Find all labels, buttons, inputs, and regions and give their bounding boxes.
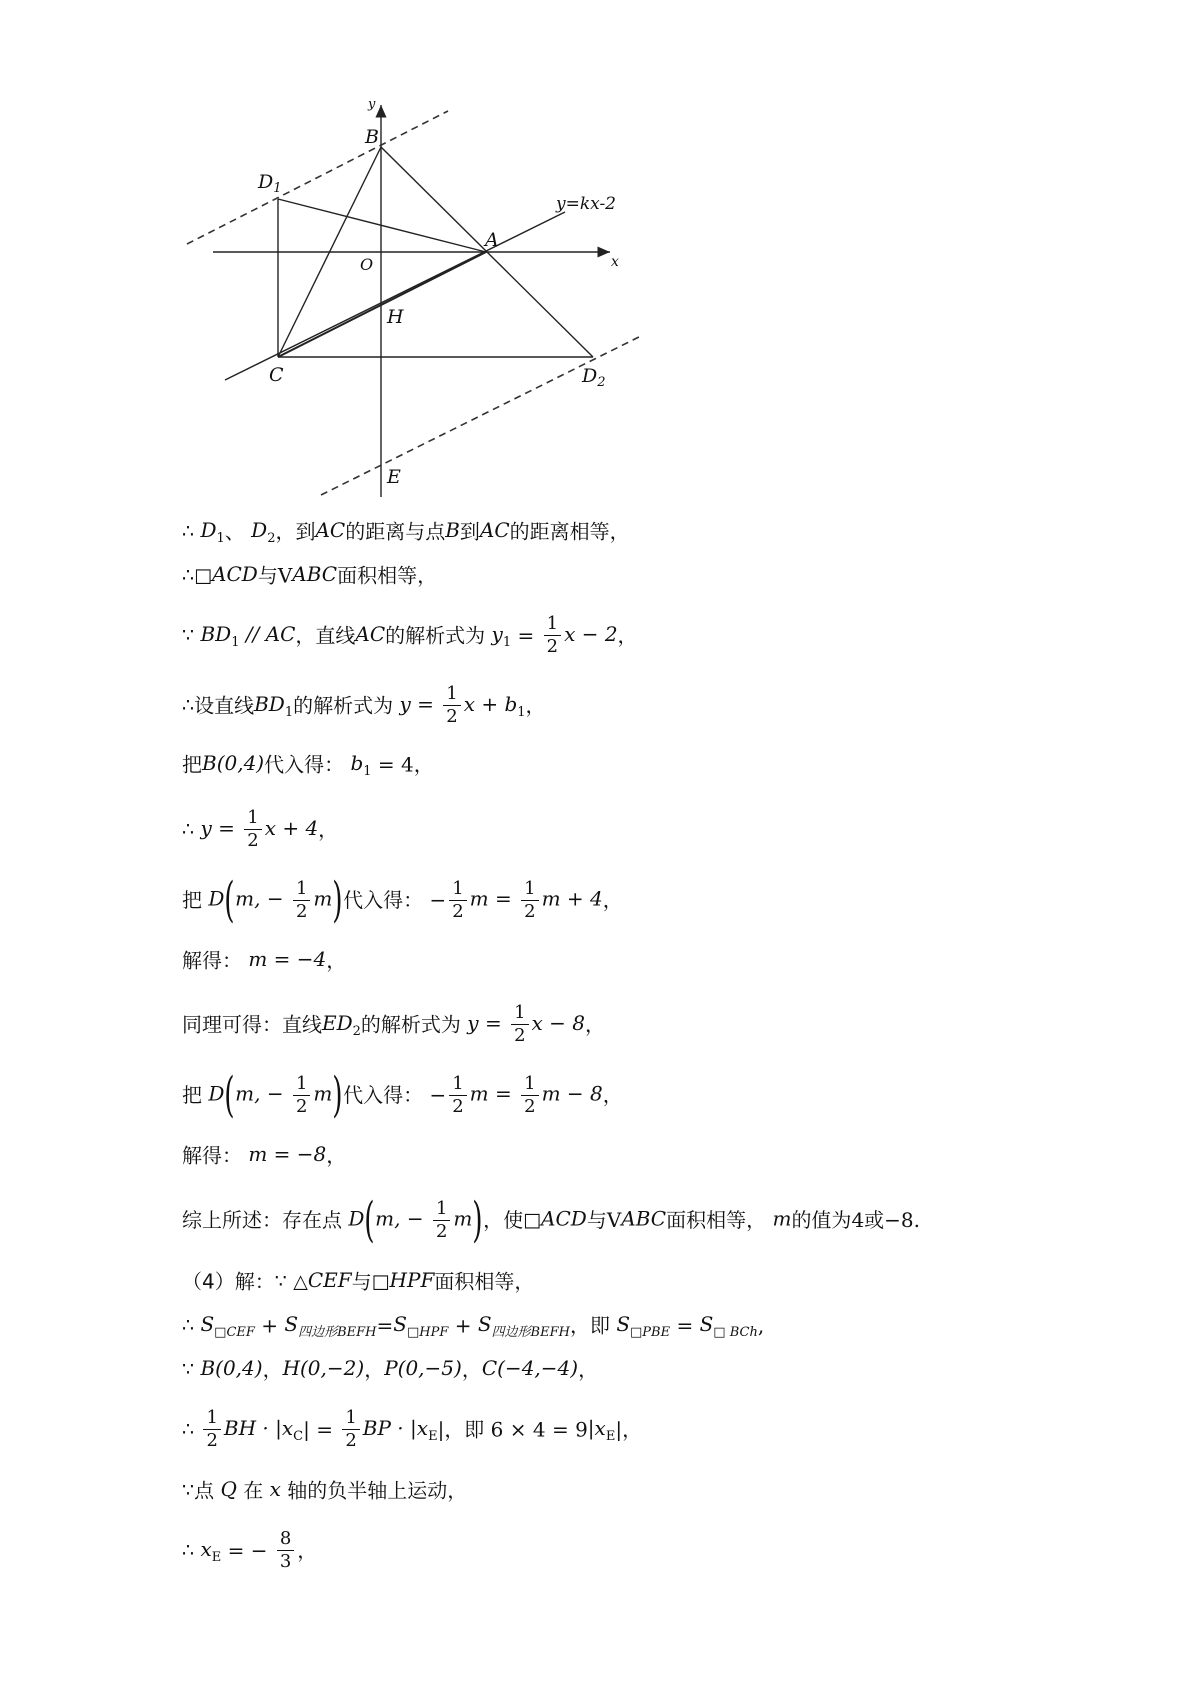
line-14: ∴ $S_{□CEF} + S_{四边形BEFH}=S_{□HPF} + S_{四边形BEFH}$，即 $S_{□PBE} = S_{□ BCh}$,: [182, 1312, 765, 1340]
line-13: （4）解：∵ △CEF与□HPF面积相等，: [182, 1268, 535, 1294]
y-axis-label: y: [368, 97, 376, 112]
line-5: 把B(0,4)代入得： $b_1 = 4$，: [182, 751, 434, 779]
segment-CA: [278, 252, 486, 357]
line-15: ∵ B(0,4)，H(0,−2)，P(0,−5)，C(−4,−4)，: [182, 1356, 599, 1382]
coordinate-figure: [0, 0, 640, 500]
line-7: 把 D(m, − $\frac{1}{2}$ m)代入得： − $\frac{1}{2}$ m = $\frac{1}{2}$ m + 4，: [182, 872, 623, 928]
line-2: ∴□ACD与VABC面积相等，: [182, 562, 438, 588]
dashed-line-through-B: [187, 111, 448, 244]
fraction-one-half: $\frac{1}{2}$: [443, 683, 460, 728]
point-C-label: C: [269, 364, 284, 386]
x-axis-label: x: [611, 254, 619, 270]
line-equation-label: y=kx-2: [556, 194, 616, 214]
point-D2-label: $D_2$: [582, 365, 606, 390]
line-3: ∵ $BD_1$ // AC，直线AC的解析式为 $y_1$ = $\frac{1}{2}$ x − 2，: [182, 613, 638, 657]
line-6: ∴ y = $\frac{1}{2}$ x + 4，: [182, 807, 339, 851]
point-D1-label: $D_1$: [258, 171, 282, 196]
dashed-line-through-E: [321, 330, 640, 495]
line-18: ∴ $x_E$ = − $\frac{8}{3}$ ，: [182, 1528, 318, 1572]
line-y-kx-2: [225, 212, 565, 380]
line-11: 解得： m = −8，: [182, 1142, 347, 1168]
line-12: 综上所述：存在点 D(m, − $\frac{1}{2}$ m)，使□ACD与VABC面积相等， m的值为4或−8.: [182, 1192, 921, 1248]
point-A-label: A: [485, 229, 499, 251]
line-17: ∵点 Q 在 x 轴的负半轴上运动，: [182, 1477, 468, 1503]
line-9: 同理可得：直线$ED_2$的解析式为 y = $\frac{1}{2}$ x − 8，: [182, 1002, 605, 1046]
segment-D1A: [278, 199, 486, 252]
point-B-label: B: [365, 126, 379, 148]
origin-label: O: [360, 255, 374, 274]
point-H-label: H: [387, 306, 404, 328]
point-E-label: E: [387, 466, 401, 488]
fraction-one-half: $\frac{1}{2}$: [544, 613, 561, 658]
line-8: 解得： m = −4，: [182, 947, 347, 973]
line-1: ∴ $D_1$、 $D_2$，到AC的距离与点B到AC的距离相等，: [182, 518, 630, 546]
line-10: 把 D(m, − $\frac{1}{2}$ m)代入得： − $\frac{1}{2}$ m = $\frac{1}{2}$ m − 8，: [182, 1067, 623, 1123]
fraction-one-half: $\frac{1}{2}$: [244, 807, 261, 852]
line-4: ∴设直线$BD_1$的解析式为 y = $\frac{1}{2}$ $x + b_1$，: [182, 683, 546, 727]
line-16: ∴ $\frac{1}{2}$ BH · $|x_C|$ = $\frac{1}{2}$ BP · $|x_E|$，即 $6 \times 4 = 9|x_E|$，: [182, 1407, 643, 1451]
